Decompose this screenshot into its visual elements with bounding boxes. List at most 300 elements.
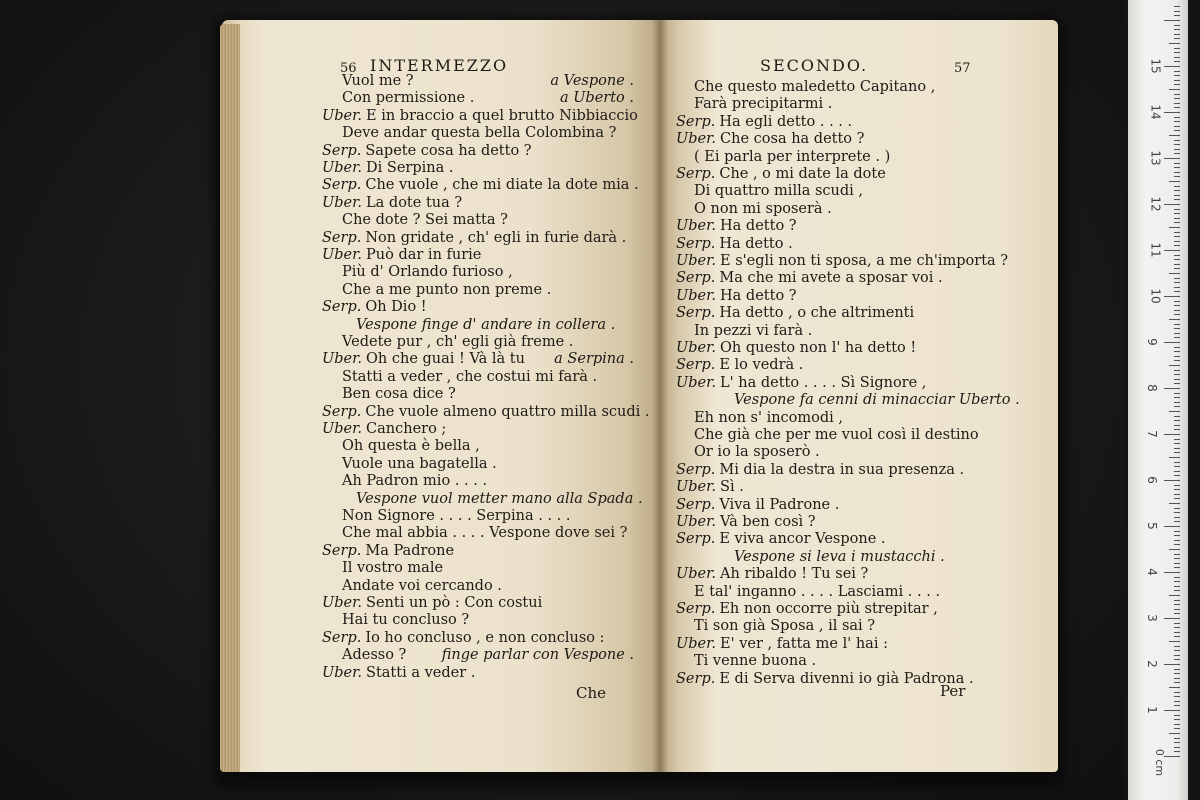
ruler-tick xyxy=(1164,112,1180,113)
ruler-tick xyxy=(1174,402,1180,403)
ruler-tick xyxy=(1174,715,1180,716)
verse-text: Farà precipitarmi . xyxy=(694,96,833,113)
verse-text: Ti venne buona . xyxy=(694,653,817,670)
text-line xyxy=(676,635,888,653)
ruler-tick xyxy=(1174,678,1180,679)
ruler-number: 11 xyxy=(1148,242,1163,258)
ruler-tick xyxy=(1174,728,1180,729)
ruler-tick xyxy=(1174,429,1180,430)
ruler-tick xyxy=(1174,659,1180,660)
verse-text: Di Serpina . xyxy=(366,160,454,176)
ruler-tick xyxy=(1174,669,1180,670)
ruler-tick xyxy=(1174,351,1180,352)
text-line xyxy=(694,583,940,601)
text-line xyxy=(676,113,852,131)
verse-text: Ha detto ? xyxy=(720,218,797,235)
ruler-tick xyxy=(1174,471,1180,472)
ruler-number: 9 xyxy=(1144,338,1159,346)
verse-text: La dote tua ? xyxy=(366,194,463,211)
verse-text: Che a me punto non preme . xyxy=(342,281,552,298)
text-line xyxy=(342,455,497,473)
text-line xyxy=(676,530,886,548)
text-line xyxy=(342,281,551,299)
speaker-label: Uber. xyxy=(322,664,363,681)
ruler-tick xyxy=(1174,567,1180,568)
speaker-label: Uber. xyxy=(676,287,717,304)
ruler-tick xyxy=(1174,475,1180,476)
ruler-number: 4 xyxy=(1144,568,1159,576)
ruler-tick xyxy=(1174,310,1180,311)
ruler-tick xyxy=(1174,117,1180,118)
text-line xyxy=(676,130,864,148)
speaker-label: Serp. xyxy=(676,113,716,130)
ruler-tick xyxy=(1174,512,1180,513)
ruler-tick xyxy=(1164,66,1180,67)
ruler-tick xyxy=(1174,94,1180,95)
ruler-tick xyxy=(1174,218,1180,219)
ruler-tick xyxy=(1164,158,1180,159)
speaker-label: Uber. xyxy=(322,351,363,368)
verse-text: Ben cosa dice ? xyxy=(342,386,456,403)
ruler-tick xyxy=(1174,508,1180,509)
speaker-label: Serp. xyxy=(676,601,716,617)
speaker-label: Serp. xyxy=(676,496,716,513)
ruler-tick xyxy=(1174,268,1180,269)
ruler-tick xyxy=(1174,190,1180,191)
ruler-tick xyxy=(1174,383,1180,384)
ruler-tick xyxy=(1174,393,1180,394)
text-line xyxy=(342,507,571,525)
ruler-tick xyxy=(1174,485,1180,486)
ruler-tick xyxy=(1174,57,1180,58)
ruler-tick xyxy=(1174,337,1180,338)
speaker-label: Uber. xyxy=(322,194,363,211)
book-gutter xyxy=(652,20,668,772)
ruler-tick xyxy=(1169,687,1180,688)
text-line xyxy=(322,542,454,560)
ruler-tick xyxy=(1169,595,1180,596)
verse-text: E tal' inganno . . . . Lasciami . . . . xyxy=(694,583,941,600)
ruler-tick xyxy=(1174,650,1180,651)
ruler-tick xyxy=(1174,636,1180,637)
ruler-tick xyxy=(1164,618,1180,619)
text-line xyxy=(676,600,938,618)
verse-text: Non gridate , ch' egli in furie darà . xyxy=(365,229,627,246)
ruler-tick xyxy=(1174,696,1180,697)
verse-text: E lo vedrà . xyxy=(719,357,804,374)
ruler-tick xyxy=(1174,186,1180,187)
text-line xyxy=(694,652,816,670)
speaker-label: Serp. xyxy=(676,235,716,252)
verse-text: L' ha detto . . . . Sì Signore , xyxy=(720,374,927,391)
speaker-label: Serp. xyxy=(676,461,716,478)
text-line xyxy=(676,269,943,287)
verse-text: E di Serva divenni io già Padrona . xyxy=(719,670,974,687)
ruler-tick xyxy=(1174,577,1180,578)
speaker-label: Serp. xyxy=(322,299,362,316)
verse-text: Può dar in furie xyxy=(366,247,482,263)
ruler-tick xyxy=(1169,365,1180,366)
speaker-label: Uber. xyxy=(676,131,717,148)
verse-text: Ah Padron mio . . . . xyxy=(342,473,488,490)
speaker-label: Serp. xyxy=(322,177,362,194)
ruler-tick xyxy=(1169,181,1180,182)
ruler-tick xyxy=(1174,356,1180,357)
ruler-tick xyxy=(1174,163,1180,164)
speaker-label: Serp. xyxy=(676,270,716,287)
text-line xyxy=(342,559,443,577)
verse-text: Vedete pur , ch' egli già freme . xyxy=(342,334,574,350)
stage-direction: Vespone finge d' andare in collera . xyxy=(356,316,616,333)
ruler-tick xyxy=(1174,213,1180,214)
ruler-tick xyxy=(1174,29,1180,30)
verse-text: Sapete cosa ha detto ? xyxy=(365,142,532,159)
ruler-tick xyxy=(1174,742,1180,743)
speaker-label: Uber. xyxy=(676,340,717,356)
text-line xyxy=(676,287,797,305)
ruler-tick xyxy=(1174,751,1180,752)
ruler-tick xyxy=(1174,692,1180,693)
ruler-tick xyxy=(1174,627,1180,628)
ruler-tick xyxy=(1174,673,1180,674)
ruler-tick xyxy=(1164,250,1180,251)
verse-text: Ha detto ? xyxy=(720,287,797,304)
ruler-tick xyxy=(1164,388,1180,389)
speaker-label: Uber. xyxy=(322,595,363,611)
text-line xyxy=(322,350,525,368)
text-line xyxy=(322,176,639,194)
text-line xyxy=(342,524,627,542)
speaker-label: Serp. xyxy=(322,142,362,159)
text-line xyxy=(322,403,650,421)
ruler-tick xyxy=(1174,236,1180,237)
text-line xyxy=(342,385,456,403)
ruler-tick xyxy=(1174,374,1180,375)
text-line xyxy=(694,409,843,427)
ruler-tick xyxy=(1174,121,1180,122)
speaker-label: Serp. xyxy=(676,166,716,182)
ruler-tick xyxy=(1174,705,1180,706)
text-line xyxy=(342,263,513,281)
verse-text: Con permissione . xyxy=(342,90,475,107)
ruler-tick xyxy=(1174,255,1180,256)
text-line xyxy=(676,461,964,479)
text-line xyxy=(676,217,797,235)
verse-text: Io ho concluso , e non concluso : xyxy=(365,629,605,646)
text-line xyxy=(342,72,414,90)
ruler-tick xyxy=(1174,448,1180,449)
ruler-tick xyxy=(1174,25,1180,26)
text-line xyxy=(342,577,502,595)
verse-text: Che questo maledetto Capitano , xyxy=(694,79,936,95)
verse-text: Mi dia la destra in sua presenza . xyxy=(719,461,965,478)
ruler-tick xyxy=(1174,416,1180,417)
ruler-tick xyxy=(1174,98,1180,99)
verse-text: In pezzi vi farà . xyxy=(694,322,813,339)
text-line xyxy=(342,472,487,490)
ruler-tick xyxy=(1169,733,1180,734)
text-line xyxy=(694,200,832,218)
text-line xyxy=(694,426,979,444)
speaker-label: Uber. xyxy=(322,421,363,437)
ruler-tick xyxy=(1174,586,1180,587)
verse-text: E in braccio a quel brutto Nibbiaccio xyxy=(366,107,638,124)
ruler-number: 3 xyxy=(1144,614,1159,622)
ruler-tick xyxy=(1174,15,1180,16)
ruler-tick xyxy=(1174,738,1180,739)
ruler-tick xyxy=(1174,558,1180,559)
ruler-tick xyxy=(1174,379,1180,380)
ruler-number: 8 xyxy=(1144,384,1159,392)
right-page-number: 57 xyxy=(954,61,971,76)
ruler-tick xyxy=(1174,494,1180,495)
ruler-tick xyxy=(1174,80,1180,81)
ruler-tick xyxy=(1164,20,1180,21)
ruler-tick xyxy=(1174,11,1180,12)
verse-text: Và ben così ? xyxy=(720,514,816,530)
text-line xyxy=(342,368,597,386)
right-page xyxy=(660,20,1058,772)
ruler-tick xyxy=(1174,176,1180,177)
ruler-tick xyxy=(1174,140,1180,141)
ruler-tick xyxy=(1174,52,1180,53)
stage-direction: a Uberto . xyxy=(559,90,634,107)
text-line xyxy=(322,664,475,682)
ruler-tick xyxy=(1164,526,1180,527)
text-line xyxy=(676,513,816,531)
ruler-tick xyxy=(1174,48,1180,49)
speaker-label: Uber. xyxy=(676,253,717,269)
ruler-tick xyxy=(1174,590,1180,591)
stage-direction: a Vespone . xyxy=(550,73,634,89)
ruler-tick xyxy=(1174,245,1180,246)
ruler-tick xyxy=(1169,135,1180,136)
ruler-tick xyxy=(1174,531,1180,532)
right-catchword: Per xyxy=(940,682,966,700)
ruler-tick xyxy=(1174,646,1180,647)
text-line xyxy=(694,617,875,635)
ruler-tick xyxy=(1169,457,1180,458)
text-line xyxy=(676,235,793,253)
measurement-ruler xyxy=(1128,0,1188,800)
ruler-tick xyxy=(1174,278,1180,279)
text-line xyxy=(322,298,427,316)
verse-text: Non Signore . . . . Serpina . . . . xyxy=(342,508,571,524)
text-line xyxy=(342,89,474,107)
ruler-tick xyxy=(1174,153,1180,154)
ruler-tick xyxy=(1174,241,1180,242)
left-page xyxy=(222,20,660,772)
verse-text: Ti son già Sposa , il sai ? xyxy=(694,618,876,635)
text-line xyxy=(694,443,820,461)
ruler-tick xyxy=(1169,503,1180,504)
text-line xyxy=(676,670,974,688)
ruler-number: 5 xyxy=(1144,522,1159,530)
verse-text: Oh questo non l' ha detto ! xyxy=(720,340,917,356)
speaker-label: Uber. xyxy=(676,514,717,530)
stage-direction: a Serpina . xyxy=(554,351,634,368)
ruler-tick xyxy=(1174,466,1180,467)
ruler-tick xyxy=(1174,370,1180,371)
ruler-tick xyxy=(1174,521,1180,522)
ruler-tick xyxy=(1174,84,1180,85)
speaker-label: Serp. xyxy=(322,629,362,646)
ruler-tick xyxy=(1174,264,1180,265)
verse-text: Ha detto . xyxy=(719,235,793,252)
ruler-tick xyxy=(1174,61,1180,62)
text-line xyxy=(694,322,812,340)
ruler-tick xyxy=(1174,563,1180,564)
verse-text: Il vostro male xyxy=(342,560,444,577)
ruler-tick xyxy=(1169,89,1180,90)
ruler-tick xyxy=(1174,452,1180,453)
speaker-label: Uber. xyxy=(322,247,363,263)
verse-text: Hai tu concluso ? xyxy=(342,612,470,629)
ruler-tick xyxy=(1164,710,1180,711)
speaker-label: Uber. xyxy=(676,635,717,652)
ruler-tick xyxy=(1174,609,1180,610)
speaker-label: Serp. xyxy=(322,229,362,246)
speaker-label: Uber. xyxy=(676,566,717,583)
verse-text: Or io la sposerò . xyxy=(694,444,820,461)
verse-text: Che dote ? Sei matta ? xyxy=(342,212,508,229)
speaker-label: Serp. xyxy=(322,542,362,559)
text-line xyxy=(342,646,406,664)
ruler-tick xyxy=(1174,724,1180,725)
ruler-tick xyxy=(1164,434,1180,435)
ruler-number: 10 xyxy=(1148,288,1163,304)
stage-direction: Vespone si leva i mustacchi . xyxy=(734,548,945,565)
text-line xyxy=(676,252,1008,270)
ruler-tick xyxy=(1174,305,1180,306)
ruler-tick xyxy=(1174,167,1180,168)
ruler-tick xyxy=(1174,324,1180,325)
ruler-tick xyxy=(1174,439,1180,440)
text-line xyxy=(694,182,863,200)
ruler-tick xyxy=(1164,296,1180,297)
text-line xyxy=(676,165,886,183)
ruler-tick xyxy=(1169,43,1180,44)
ruler-tick xyxy=(1174,195,1180,196)
ruler-tick xyxy=(1164,572,1180,573)
text-line xyxy=(322,194,462,212)
ruler-tick xyxy=(1174,360,1180,361)
ruler-tick xyxy=(1174,38,1180,39)
stage-direction: Vespone vuol metter mano alla Spada . xyxy=(356,490,643,507)
ruler-tick xyxy=(1174,655,1180,656)
ruler-tick xyxy=(1174,6,1180,7)
ruler-tick xyxy=(1174,489,1180,490)
ruler-tick xyxy=(1174,544,1180,545)
ruler-tick xyxy=(1174,232,1180,233)
verse-text: Oh Dio ! xyxy=(365,299,427,316)
ruler-tick xyxy=(1174,209,1180,210)
verse-text: E viva ancor Vespone . xyxy=(719,531,886,548)
ruler-number: 13 xyxy=(1148,150,1163,166)
text-line xyxy=(342,611,469,629)
ruler-number: 15 xyxy=(1148,58,1163,74)
text-line xyxy=(676,496,839,514)
ruler-tick xyxy=(1169,641,1180,642)
text-line xyxy=(322,246,481,264)
ruler-tick xyxy=(1174,517,1180,518)
verse-text: O non mi sposerà . xyxy=(694,200,832,217)
speaker-label: Serp. xyxy=(322,403,362,420)
verse-text: Senti un pò : Con costui xyxy=(366,595,543,611)
verse-text: Canchero ; xyxy=(366,421,447,437)
text-line xyxy=(676,478,744,496)
ruler-tick xyxy=(1174,747,1180,748)
verse-text: Ha detto , o che altrimenti xyxy=(719,305,915,322)
speaker-label: Uber. xyxy=(676,479,717,496)
ruler-number: 14 xyxy=(1148,104,1163,120)
ruler-tick xyxy=(1169,319,1180,320)
text-line xyxy=(676,374,926,392)
ruler-tick xyxy=(1174,282,1180,283)
ruler-unit-label: 0 cm xyxy=(1153,748,1167,777)
ruler-tick xyxy=(1174,71,1180,72)
ruler-tick xyxy=(1174,107,1180,108)
text-line xyxy=(676,304,914,322)
ruler-tick xyxy=(1169,411,1180,412)
verse-text: Che cosa ha detto ? xyxy=(720,131,865,148)
text-line xyxy=(322,229,626,247)
ruler-tick xyxy=(1174,75,1180,76)
text-line xyxy=(676,356,803,374)
text-line xyxy=(342,211,508,229)
ruler-tick xyxy=(1164,664,1180,665)
ruler-tick xyxy=(1174,719,1180,720)
text-line xyxy=(322,142,532,160)
ruler-tick xyxy=(1174,581,1180,582)
verse-text: Ah ribaldo ! Tu sei ? xyxy=(720,566,869,583)
ruler-tick xyxy=(1169,227,1180,228)
verse-text: Oh che guai ! Và là tu xyxy=(366,351,525,368)
ruler-tick xyxy=(1174,540,1180,541)
text-line xyxy=(322,159,453,177)
ruler-tick xyxy=(1174,406,1180,407)
ruler-number: 2 xyxy=(1144,660,1159,668)
ruler-tick xyxy=(1174,600,1180,601)
ruler-tick xyxy=(1169,273,1180,274)
page-edges xyxy=(220,24,240,772)
text-line xyxy=(322,629,605,647)
speaker-label: Serp. xyxy=(676,531,716,548)
verse-text: Ma Padrone xyxy=(365,542,455,559)
verse-text: Vuole una bagatella . xyxy=(342,455,497,472)
ruler-tick xyxy=(1174,328,1180,329)
ruler-tick xyxy=(1169,549,1180,550)
left-catchword: Che xyxy=(576,684,607,702)
ruler-tick xyxy=(1174,535,1180,536)
ruler-tick xyxy=(1174,172,1180,173)
text-line xyxy=(342,437,480,455)
ruler-tick xyxy=(1174,222,1180,223)
ruler-tick xyxy=(1174,259,1180,260)
verse-text: Statti a veder . xyxy=(366,664,476,681)
verse-text: Che mal abbia . . . . Vespone dove sei ? xyxy=(342,525,628,542)
verse-text: Più d' Orlando furioso , xyxy=(342,264,513,281)
text-line xyxy=(694,148,890,166)
speaker-label: Uber. xyxy=(676,218,717,235)
verse-text: Ma che mi avete a sposar voi . xyxy=(719,270,943,287)
ruler-tick xyxy=(1174,604,1180,605)
verse-text: ( Ei parla per interprete . ) xyxy=(694,148,891,165)
verse-text: Che , o mi date la dote xyxy=(719,166,886,182)
ruler-tick xyxy=(1174,103,1180,104)
ruler-tick xyxy=(1174,397,1180,398)
verse-text: Adesso ? xyxy=(342,647,407,664)
